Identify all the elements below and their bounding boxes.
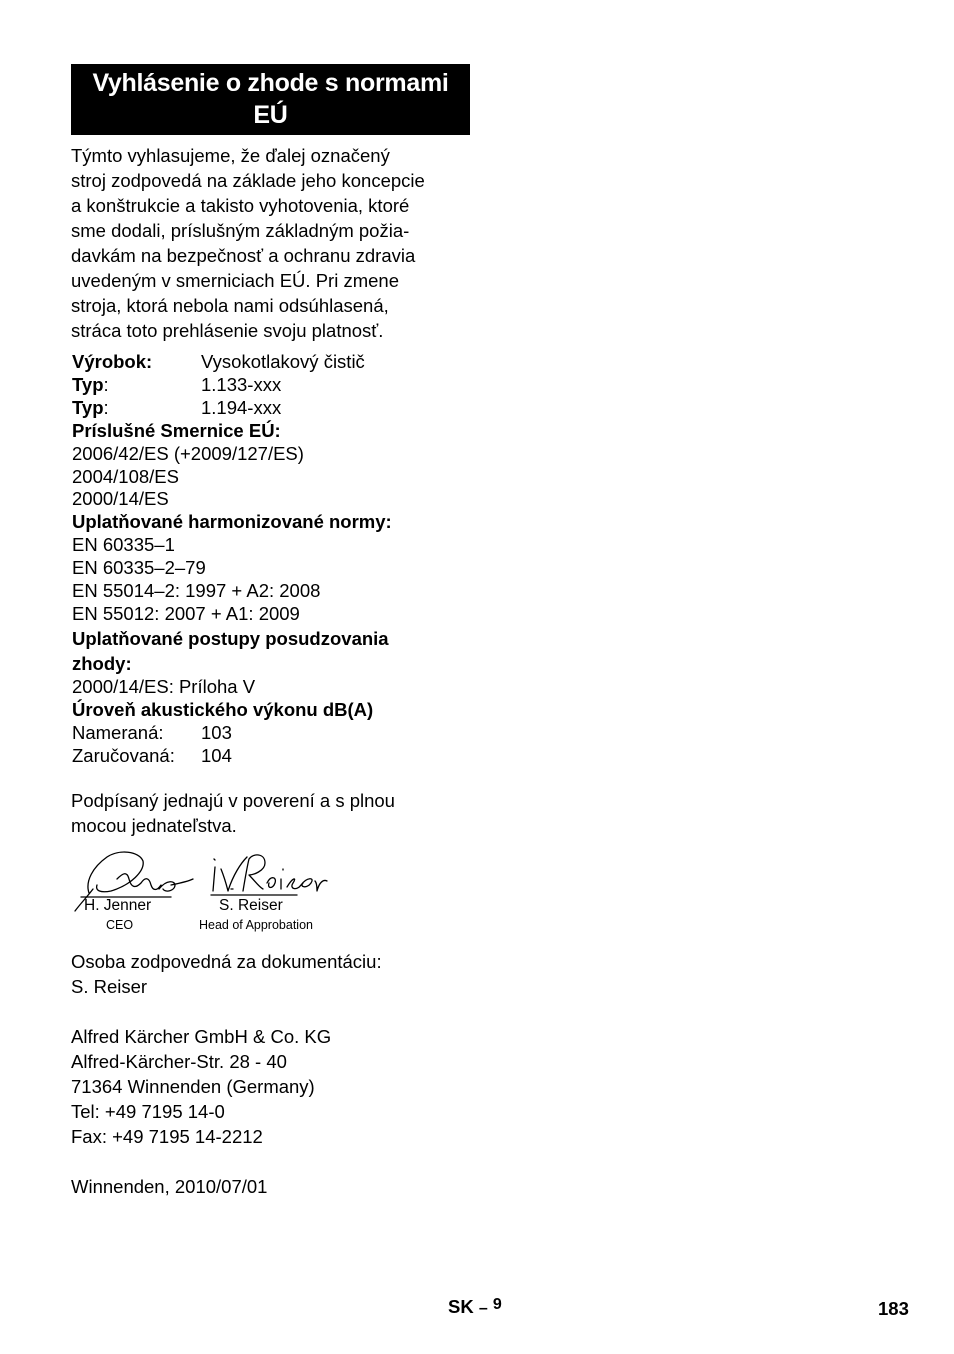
- address-line: Fax: +49 7195 14-2212: [71, 1126, 263, 1147]
- standard-item: EN 60335–1: [72, 534, 175, 556]
- sound-guaranteed-value: 104: [201, 744, 232, 766]
- intro-paragraph: [71, 143, 471, 343]
- heading-line-1: Vyhlásenie o zhode s normami: [92, 69, 449, 97]
- footer-language: SK: [448, 1296, 474, 1317]
- section-heading: [71, 64, 470, 135]
- type-value: 1.194-xxx: [201, 396, 282, 418]
- signatory-name: H. Jenner: [84, 897, 152, 914]
- standard-item: EN 60335–2–79: [72, 557, 206, 579]
- signature-block: [71, 845, 341, 935]
- place-date: [71, 1174, 491, 1199]
- signed-paragraph: [71, 788, 491, 838]
- responsible-line: S. Reiser: [71, 976, 148, 997]
- type-colon: :: [103, 396, 109, 418]
- sound-title: Úroveň akustického výkonu dB(A): [72, 698, 374, 720]
- directives-title: Príslušné Smernice EÚ:: [72, 419, 281, 441]
- address-line: Alfred-Kärcher-Str. 28 - 40: [71, 1051, 287, 1072]
- procedures-title-line: Uplatňované postupy posudzovania: [72, 627, 389, 649]
- address-line: 71364 Winnenden (Germany): [71, 1076, 315, 1097]
- type-row: [72, 374, 472, 397]
- address-line: Alfred Kärcher GmbH & Co. KG: [71, 1026, 332, 1047]
- standard-item: EN 55014–2: 1997 + A2: 2008: [72, 580, 321, 602]
- type-colon: :: [103, 373, 109, 395]
- product-value: Vysokotlakový čistič: [201, 351, 365, 372]
- product-row: [72, 351, 472, 374]
- company-address: [71, 1024, 491, 1149]
- address-line: Tel: +49 7195 14-0: [71, 1101, 225, 1122]
- footer-dash: –: [478, 1300, 488, 1317]
- product-specifications: [72, 351, 472, 768]
- sound-guaranteed-label: Zaručovaná:: [72, 744, 175, 766]
- intro-line: davkám na bezpečnosť a ochranu zdravia: [71, 245, 416, 266]
- intro-line: a konštrukcie a takisto vyhotovenia, ktoré: [71, 195, 410, 216]
- intro-line: stroja, ktorá nebola nami odsúhlasená,: [71, 295, 389, 316]
- signatory-role: CEO: [106, 918, 134, 932]
- directive-item: 2004/108/ES: [72, 465, 179, 487]
- standard-item: EN 55012: 2007 + A1: 2009: [72, 602, 300, 624]
- intro-line: stroj zodpovedá na základe jeho koncepcie: [71, 170, 425, 191]
- signed-line: mocou jednateľstva.: [71, 815, 237, 836]
- signed-line: Podpísaný jednajú v poverení a s plnou: [71, 790, 395, 811]
- place-date-text: Winnenden, 2010/07/01: [71, 1176, 268, 1197]
- intro-line: uvedeným v smerniciach EÚ. Pri zmene: [71, 270, 399, 291]
- sound-measured-row: [72, 722, 472, 745]
- signatory-name: S. Reiser: [219, 897, 283, 914]
- heading-line-2: EÚ: [253, 101, 288, 129]
- footer-section-marker: [448, 1296, 502, 1318]
- type-label: Typ: [72, 396, 104, 418]
- sound-measured-value: 103: [201, 721, 232, 743]
- page-number: 183: [878, 1298, 909, 1319]
- reiser-signature-mark: [213, 855, 327, 891]
- type-value: 1.133-xxx: [201, 373, 282, 395]
- sound-guaranteed-row: [72, 745, 472, 768]
- product-label: Výrobok:: [72, 351, 153, 372]
- standards-title: Uplatňované harmonizované normy:: [72, 511, 392, 533]
- signatory-role: Head of Approbation: [199, 918, 313, 932]
- responsible-line: Osoba zodpovedná za dokumentáciu:: [71, 951, 382, 972]
- procedure-item: 2000/14/ES: Príloha V: [72, 675, 256, 697]
- intro-line: Týmto vyhlasujeme, že ďalej označený: [71, 145, 390, 166]
- directive-item: 2006/42/ES (+2009/127/ES): [72, 442, 304, 464]
- sound-measured-label: Nameraná:: [72, 721, 164, 743]
- footer-section-page: 9: [492, 1296, 502, 1313]
- responsible-person: [71, 949, 491, 999]
- type-label: Typ: [72, 373, 104, 395]
- directive-item: 2000/14/ES: [72, 488, 169, 510]
- intro-line: stráca toto prehlásenie svoju platnosť.: [71, 320, 384, 341]
- procedures-title-line: zhody:: [72, 652, 132, 674]
- type-row: [72, 397, 472, 420]
- intro-line: sme dodali, príslušným základným požia-: [71, 220, 410, 241]
